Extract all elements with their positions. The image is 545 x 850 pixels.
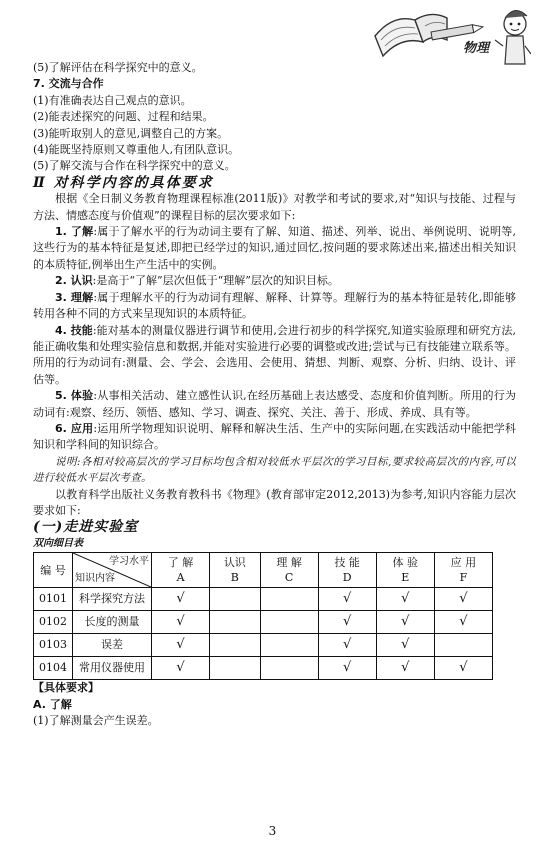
- table-row: [34, 657, 493, 680]
- check-mark: √: [152, 657, 210, 680]
- column-header: [434, 553, 492, 588]
- check-mark: [434, 634, 492, 657]
- level-text: :属于了解水平的行为动词主要有了解、知道、描述、列举、说出、举例说明、说明等,这些行为的基本特征是复述,即把已经学过的知识,通过回忆,按问题的要求陈述出来,描述出相关知识的本质特征,例举出生产生活中的实例。: [33, 225, 517, 271]
- two-way-spec-table: [33, 552, 493, 680]
- cartoon-student-icon: [495, 10, 531, 64]
- check-mark: √: [376, 588, 434, 611]
- level-label: 1. 了解: [55, 225, 94, 239]
- section-title: Ⅱ 对科学内容的具体要求: [33, 174, 214, 191]
- list-item: (5)了解评估在科学探究中的意义。: [33, 61, 203, 74]
- table-header-row: [34, 553, 493, 588]
- check-mark: √: [434, 611, 492, 634]
- table-title: 双向细目表: [33, 537, 83, 549]
- list-item: (4)能既坚持原则又尊重他人,有团队意识。: [33, 143, 240, 157]
- requirements-title: 【具体要求】: [33, 681, 99, 695]
- check-mark: [260, 657, 318, 680]
- level-paragraph: [33, 224, 516, 273]
- check-mark: √: [152, 634, 210, 657]
- level-text: :是高于“了解”层次但低于“理解”层次的知识目标。: [92, 274, 339, 288]
- check-mark: √: [318, 657, 376, 680]
- level-text: :运用所学物理知识说明、解释和解决生活、生产中的实际问题,在实践活动中能把学科知识和学科间的知识综合。: [33, 421, 517, 452]
- check-mark: √: [152, 611, 210, 634]
- check-mark: [210, 588, 260, 611]
- column-name: 应 用: [450, 556, 477, 570]
- column-header: [376, 553, 434, 588]
- column-header: [152, 553, 210, 588]
- intro-paragraph: 根据《全日制义务教育物理课程标准(2011版)》对教学和考试的要求,对“知识与技能、过程与方法、情感态度与价值观”的课程目标的层次要求如下:: [33, 192, 516, 222]
- level-paragraph: [33, 323, 516, 389]
- check-mark: √: [376, 611, 434, 634]
- check-mark: √: [318, 611, 376, 634]
- column-name: 理 解: [276, 556, 302, 570]
- level-label: 4. 技能: [55, 323, 93, 337]
- check-mark: √: [376, 634, 434, 657]
- row-content: 科学探究方法: [73, 588, 152, 611]
- row-content: 常用仪器使用: [73, 657, 152, 680]
- column-header: [210, 553, 260, 588]
- list-item: (5)了解交流与合作在科学探究中的意义。: [33, 159, 236, 173]
- level-label: 2. 认识: [55, 274, 93, 288]
- table-row: [34, 611, 493, 634]
- page-number: 3: [268, 824, 277, 838]
- level-text: :从事相关活动、建立感性认识,在经历基础上表达感受、态度和价值判断。所用的行为动词有:观察、经历、领悟、感知、学习、调查、探究、关注、善于、形成、养成、具有等。: [33, 389, 517, 419]
- requirements-item: (1)了解测量会产生误差。: [33, 714, 159, 727]
- list-heading: 7. 交流与合作: [33, 77, 104, 91]
- column-letter: E: [401, 571, 410, 585]
- note-paragraph: 说明:各相对较高层次的学习目标均包含相对较低水平层次的学习目标,要求较高层次的内容,可以进行较低水平层次考查。: [33, 455, 516, 485]
- row-code: 0103: [34, 634, 73, 657]
- column-header: [318, 553, 376, 588]
- column-header: [260, 553, 318, 588]
- diag-bottom-label: 知识内容: [75, 573, 115, 585]
- row-code: 0101: [34, 588, 73, 611]
- list-item: (2)能表述探究的问题、过程和结果。: [33, 110, 214, 124]
- level-paragraph: [33, 273, 516, 289]
- diagonal-header: [73, 553, 152, 588]
- level-label: 5. 体验: [55, 389, 94, 403]
- column-letter: C: [284, 571, 294, 585]
- check-mark: [260, 611, 318, 634]
- code-header: 编 号: [34, 553, 73, 588]
- column-letter: D: [342, 571, 352, 585]
- row-content: 误差: [73, 634, 152, 657]
- level-paragraph: [33, 290, 516, 323]
- check-mark: [210, 657, 260, 680]
- column-letter: F: [459, 571, 468, 585]
- table-row: [34, 634, 493, 657]
- table-row: [34, 588, 493, 611]
- check-mark: √: [376, 657, 434, 680]
- check-mark: √: [152, 588, 210, 611]
- check-mark: [210, 634, 260, 657]
- column-letter: A: [176, 571, 185, 585]
- check-mark: [260, 588, 318, 611]
- check-mark: √: [434, 588, 492, 611]
- list-item: (1)有准确表达自己观点的意识。: [33, 93, 192, 107]
- check-mark: √: [318, 634, 376, 657]
- level-label: 3. 理解: [55, 290, 94, 304]
- check-mark: √: [318, 588, 376, 611]
- level-paragraph: [33, 421, 516, 454]
- column-name: 技 能: [334, 556, 360, 570]
- subject-label: 物理: [463, 41, 490, 56]
- subsection-title: (一)走进实验室: [33, 519, 139, 536]
- diag-top-label: 学习水平: [109, 556, 149, 568]
- level-text: :属于理解水平的行为动词有理解、解释、计算等。理解行为的基本特征是转化,即能够转用各种不同的方式来呈现知识的本质特征。: [33, 290, 517, 321]
- page-content: [33, 60, 516, 729]
- list-item: (3)能听取别人的意见,调整自己的方案。: [33, 126, 229, 140]
- column-name: 体 验: [392, 556, 419, 570]
- requirements-subtitle: A. 了解: [33, 697, 72, 711]
- level-text: :能对基本的测量仪器进行调节和使用,会进行初步的科学探究,知道实验原理和研究方法,能正确收集和处理实验信息和数据,并能对实验进行必要的调整或改进;尝试与已有技能建立联系等。所用的行为动词有:测量、会、学会、会选用、会使用、猜想、判断、观察、分析、归纳、设计、评估等。: [33, 323, 516, 386]
- row-code: 0102: [34, 611, 73, 634]
- level-paragraph: [33, 388, 516, 421]
- check-mark: √: [434, 657, 492, 680]
- column-letter: B: [230, 571, 239, 585]
- row-content: 长度的测量: [73, 611, 152, 634]
- reference-paragraph: 以教育科学出版社义务教育教科书《物理》(教育部审定2012,2013)为参考,知识内容能力层次要求如下:: [33, 487, 516, 517]
- check-mark: [210, 611, 260, 634]
- column-name: 认识: [223, 556, 246, 570]
- level-label: 6. 应用: [55, 421, 94, 435]
- check-mark: [260, 634, 318, 657]
- column-name: 了 解: [167, 556, 194, 570]
- row-code: 0104: [34, 657, 73, 680]
